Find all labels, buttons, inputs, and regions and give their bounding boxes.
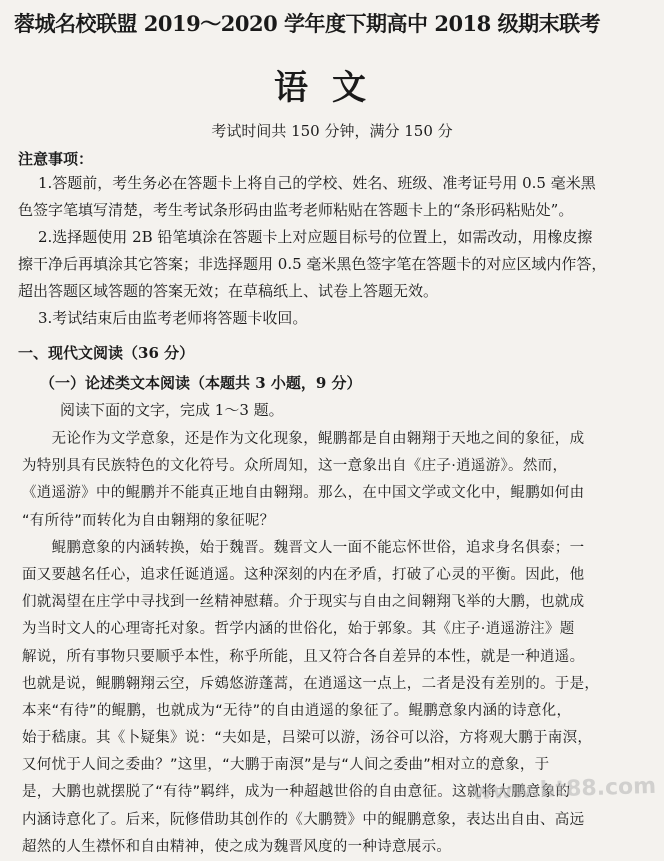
site-watermark: www.ht88.com: [471, 773, 657, 806]
exam-title: 蓉城名校联盟 2019～2020 学年度下期高中 2018 级期末联考: [14, 11, 601, 36]
passage-line: 超然的人生襟怀和自由精神，使之成为魏晋风度的一种诗意展示。: [22, 838, 452, 855]
passage-line: 又何忧于人间之委曲？”这里，“大鹏于南溟”是与“人间之委曲”相对立的意象，于: [22, 757, 550, 774]
passage-line: 鲲鹏意象的内涵转换，始于魏晋。魏晋文人一面不能忘怀世俗，追求身名俱泰；一: [22, 539, 585, 556]
passage-line: 为当时文人的心理寄托对象。哲学内涵的世俗化，始于郭象。其《庄子·逍遥游注》题: [22, 621, 575, 638]
passage-line: 们就渴望在庄学中寻找到一丝精神慰藉。介于现实与自由之间翱翔飞举的大鹏，也就成: [22, 594, 585, 611]
subsection-heading: （一）论述类文本阅读（本题共 3 小题，9 分）: [40, 374, 362, 392]
exam-time-info: 考试时间共 150 分钟，满分 150 分: [211, 122, 453, 140]
passage-line: 也就是说，鲲鹏翱翔云空，斥鴳悠游蓬蒿，在逍遥这一点上，二者是没有差别的。于是，: [22, 675, 600, 692]
passage-line: 本来“有待”的鲲鹏，也就成为“无待”的自由逍遥的象征了。鲲鹏意象内涵的诗意化，: [22, 702, 572, 719]
passage-line: 内涵诗意化了。后来，阮修借助其创作的《大鹏赞》中的鲲鹏意象，表达出自由、高远: [22, 811, 585, 828]
note-line: 3.考试结束后由监考老师将答题卡收回。: [38, 309, 308, 327]
passage-line: 面又要越名任心，追求任诞逍遥。这种深刻的内在矛盾，打破了心灵的平衡。因此，他: [22, 566, 585, 583]
note-line: 擦干净后再填涂其它答案；非选择题用 0.5 毫米黑色签字笔在答题卡的对应区域内作答，: [18, 255, 607, 273]
note-line: 2.选择题使用 2B 铅笔填涂在答题卡上对应题目标号的位置上，如需改动，用橡皮擦: [38, 228, 593, 246]
passage-line: “有所待”而转化为自由翱翔的象征呢？: [22, 512, 275, 529]
reading-instruction: 阅读下面的文字，完成 1～3 题。: [60, 401, 284, 419]
passage-line: 无论作为文学意象，还是作为文化现象，鲲鹏都是自由翱翔于天地之间的象征，成: [22, 431, 585, 447]
note-line: 1.答题前，考生务必在答题卡上将自己的学校、姓名、班级、准考证号用 0.5 毫米黑: [38, 174, 596, 192]
passage-line: 始于嵇康。其《卜疑集》说：“夫如是，吕梁可以游，汤谷可以浴，方将观大鹏于南溟，: [22, 730, 593, 747]
passage-line: 是，大鹏也就摆脱了“有待”羁绊，成为一种超越世俗的自由意征。这就将大鹏意象的: [22, 784, 571, 801]
subject-title: 语文: [274, 68, 390, 108]
passage-line: 解说，所有事物只要顺乎本性，称乎所能，且又符合各自差异的本性，就是一种逍遥。: [22, 648, 585, 665]
passage-line: 《逍遥游》中的鲲鹏并不能真正地自由翱翔。那么，在中国文学或文化中，鲲鹏如何由: [22, 485, 585, 502]
note-line: 色签字笔填写清楚，考生考试条形码由监考老师粘贴在答题卡上的“条形码粘贴处”。: [18, 201, 574, 219]
note-line: 超出答题区域答题的答案无效；在草稿纸上、试卷上答题无效。: [18, 282, 439, 300]
passage-line: 为特别具有民族特色的文化符号。众所周知，这一意象出自《庄子·逍遥游》。然而，: [22, 458, 568, 475]
notes-heading: 注意事项：: [18, 150, 94, 168]
section-heading: 一、现代文阅读（36 分）: [18, 344, 195, 362]
